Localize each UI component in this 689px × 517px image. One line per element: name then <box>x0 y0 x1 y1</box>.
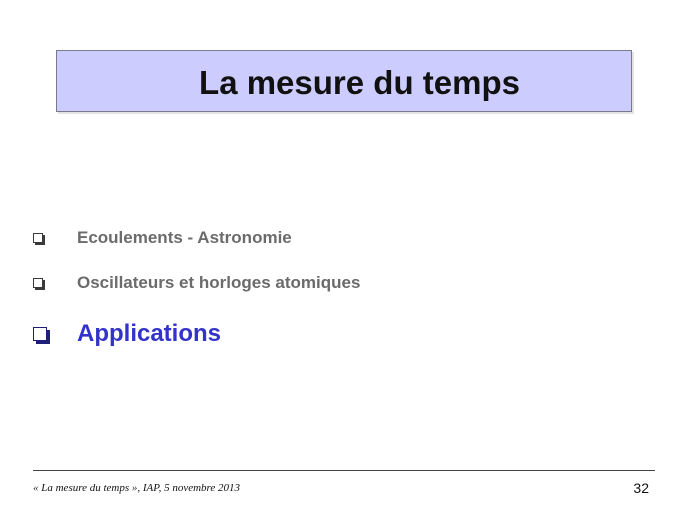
bullet-item <box>33 273 360 293</box>
slide-title: La mesure du temps <box>199 64 520 101</box>
checkbox-bullet-icon <box>33 278 43 288</box>
bullet-item <box>33 228 292 248</box>
footer-divider <box>33 470 655 471</box>
bullet-item-active <box>33 320 221 348</box>
footer-citation: « La mesure du temps », IAP, 5 novembre 2013 <box>33 482 241 494</box>
bullet-label: Oscillateurs et horloges atomiques <box>77 273 361 292</box>
bullet-label: Applications <box>77 320 222 347</box>
checkbox-bullet-icon <box>33 327 47 341</box>
checkbox-bullet-icon <box>33 233 43 243</box>
bullet-label: Ecoulements - Astronomie <box>77 228 292 247</box>
page-number: 32 <box>633 480 649 496</box>
